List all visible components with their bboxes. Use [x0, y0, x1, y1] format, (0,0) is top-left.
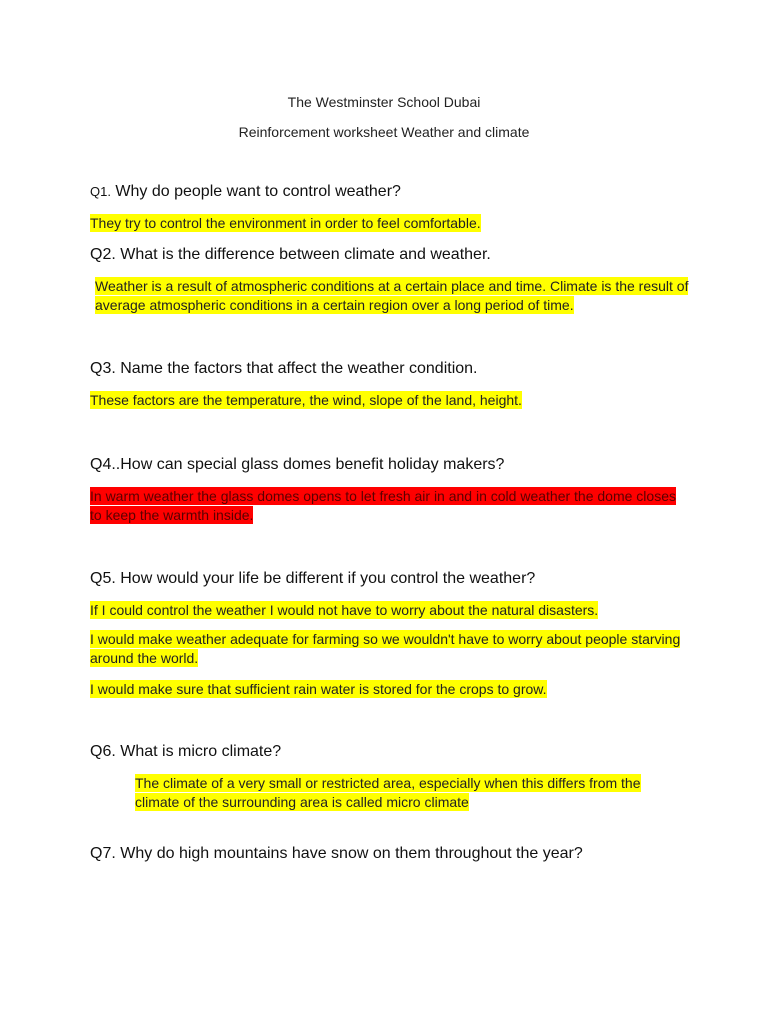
answer-text: They try to control the environment in order to feel comfortable. — [90, 215, 481, 231]
answer-6 — [135, 774, 675, 812]
answer-text: I would make weather adequate for farming so we wouldn't have to worry about people starving around the world. — [90, 631, 681, 666]
answer-3 — [90, 391, 522, 410]
question-number: Q1. — [90, 184, 111, 199]
question-text: What is micro climate? — [120, 743, 282, 760]
question-text: .How can special glass domes benefit holiday makers? — [115, 456, 505, 473]
question-text: What is the difference between climate and weather. — [120, 246, 491, 263]
worksheet-title: Reinforcement worksheet Weather and climate — [238, 124, 530, 140]
question-number: Q7. — [90, 845, 116, 862]
question-number: Q4. — [90, 456, 116, 473]
question-number: Q2. — [90, 246, 116, 263]
answer-text: The climate of a very small or restricted area, especially when this differs from the climate of the surrounding area is called micro climate — [135, 775, 641, 810]
question-5 — [90, 570, 535, 588]
question-7 — [90, 845, 583, 863]
question-text: Why do people want to control weather? — [115, 183, 401, 200]
answer-5b — [90, 630, 690, 668]
answer-5a — [90, 601, 598, 620]
answer-text: These factors are the temperature, the wind, slope of the land, height. — [90, 392, 522, 408]
question-6 — [90, 743, 281, 761]
answer-5c — [90, 680, 547, 699]
question-text: How would your life be different if you control the weather? — [120, 570, 536, 587]
school-name: The Westminster School Dubai — [287, 94, 481, 110]
answer-text: In warm weather the glass domes opens to let fresh air in and in cold weather the dome closes to keep the warmth inside. — [90, 488, 676, 523]
question-1 — [90, 183, 401, 201]
question-text: Why do high mountains have snow on them throughout the year? — [120, 845, 583, 862]
answer-2 — [95, 277, 690, 315]
answer-4 — [90, 487, 690, 525]
answer-text: If I could control the weather I would not have to worry about the natural disasters. — [90, 602, 599, 618]
answer-text: Weather is a result of atmospheric conditions at a certain place and time. Climate is the result of average atmospheric conditions in a certain region over a long period of time. — [95, 278, 689, 313]
question-number: Q6. — [90, 743, 116, 760]
question-4 — [90, 456, 504, 474]
answer-text: I would make sure that sufficient rain water is stored for the crops to grow. — [90, 681, 547, 697]
question-3 — [90, 360, 478, 378]
question-number: Q3. — [90, 360, 116, 377]
question-number: Q5. — [90, 570, 116, 587]
question-2 — [90, 246, 491, 264]
question-text: Name the factors that affect the weather condition. — [120, 360, 478, 377]
answer-1 — [90, 214, 481, 233]
